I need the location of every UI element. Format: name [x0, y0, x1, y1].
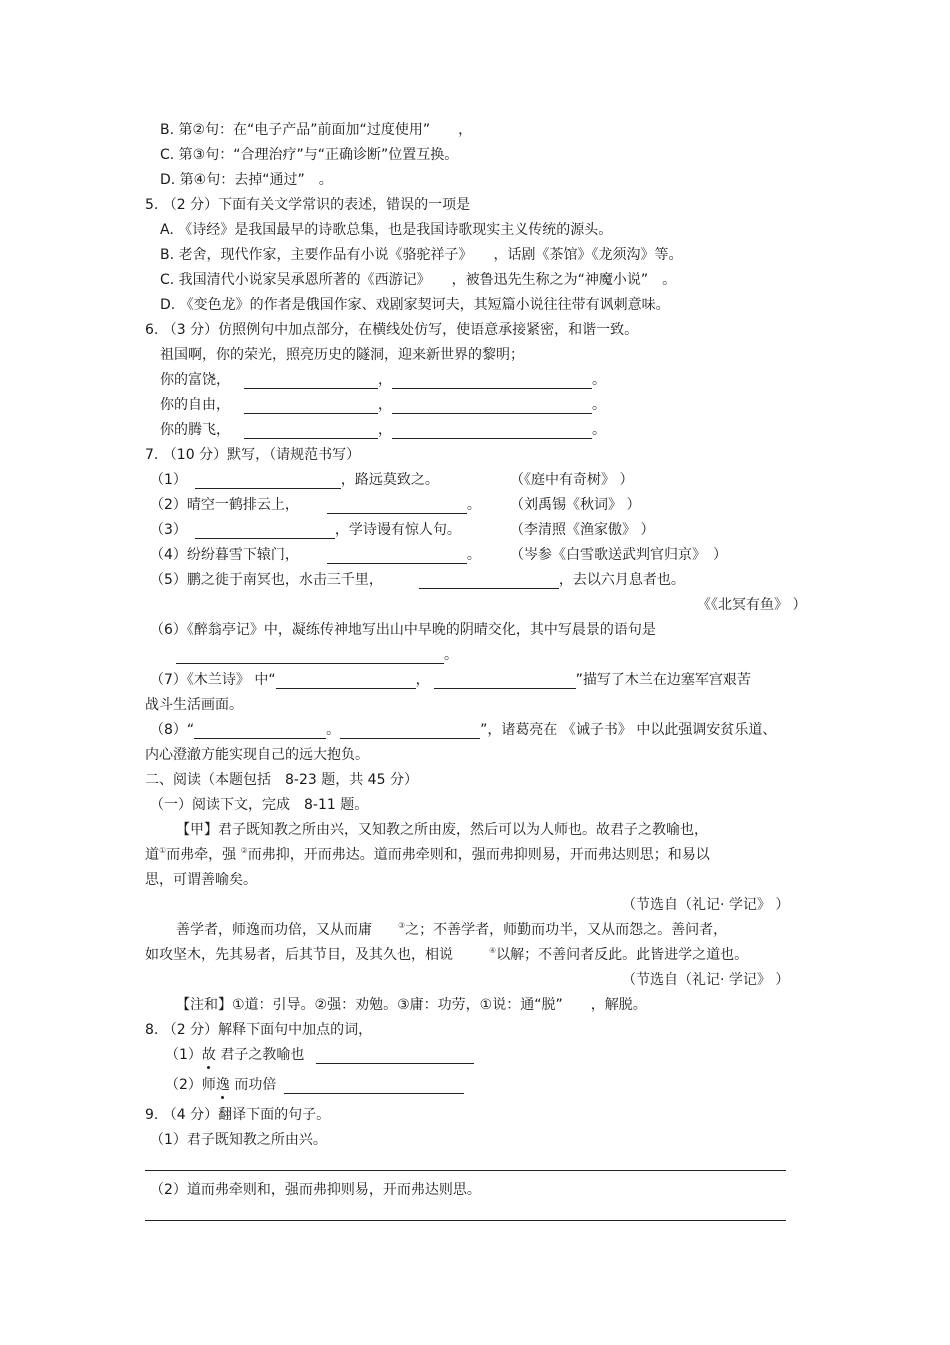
passage-jia-line-3: 思，可谓善喻矣。 [145, 872, 257, 888]
q7-stem: 7. （10 分）默写，（请规范书写） [145, 447, 361, 463]
answer-blank[interactable] [340, 723, 480, 739]
footnote-mark: ① [159, 846, 167, 855]
q7-item-1 [150, 471, 439, 489]
q6-row [160, 421, 606, 439]
q7-item-5 [150, 571, 685, 589]
answer-blank[interactable] [244, 423, 378, 439]
q6-row-comma: ， [378, 397, 392, 413]
q5-option-a: A. 《诗经》是我国最早的诗歌总集，也是我国诗歌现实主义传统的源头。 [160, 222, 613, 238]
q6-row-lead: 你的腾飞， [160, 422, 230, 438]
q8-stem: 8. （2 分）解释下面句中加点的词， [145, 1022, 373, 1038]
q6-row [160, 371, 606, 389]
q4-option-c: C. 第③句：“合理治疗”与“正确诊断”位置互换。 [160, 147, 459, 163]
passage-text: 道 [145, 847, 159, 863]
answer-line[interactable] [145, 1170, 786, 1171]
dotted-word: 故 [201, 1047, 216, 1063]
passage-text: 善学者，师逸而功倍，又从而庸 [176, 922, 372, 938]
answer-blank[interactable] [194, 723, 326, 739]
q6-row-lead: 你的富饶， [160, 372, 230, 388]
q7-item-text: ”描写了木兰在边塞军宫艰苦 [575, 672, 751, 688]
q6-row-comma: ， [378, 372, 392, 388]
q4-option-b: B. 第②句：在“电子产品”前面加“过度使用” ， [160, 122, 473, 138]
q7-item-text: （5）鹏之徙于南冥也，水击三千里， [150, 572, 383, 588]
passage-yi-source: （节选自（礼记· 学记》 ） [622, 972, 790, 988]
passage-text: 之；不善学者，师勤而功半，又从而怨之。善问者， [405, 922, 728, 938]
passage-notes: 【注和】①道：引导。②强：劝勉。③庸：功劳，①说：通“脱” ，解脱。 [176, 997, 647, 1013]
q6-row [160, 396, 606, 414]
q5-option-b: B. 老舍，现代作家，主要作品有小说《骆驼祥子》 ，话剧《茶馆》《龙须沟》等。 [160, 247, 683, 263]
q7-source-4: （岑参《白雪歌送武判官归京》 ） [510, 547, 727, 563]
q7-item-text: ，去以六月息者也。 [558, 572, 685, 588]
q6-row-end: 。 [592, 397, 606, 413]
q6-example: 祖国啊，你的荣光，照亮历史的隧洞，迎来新世界的黎明； [160, 347, 524, 363]
q7-item-number: （1） [150, 472, 187, 488]
section-2-subtitle: （一）阅读下文，完成 8-11 题。 [150, 797, 369, 813]
passage-text: 以解；不善问者反此。此皆进学之道也。 [496, 947, 749, 963]
q7-item-text: ，学诗谩有惊人句。 [334, 522, 461, 538]
q7-item-8 [150, 721, 776, 739]
q6-stem: 6. （3 分）仿照例句中加点部分，在横线处仿写，使语意承接紧密，和谐一致。 [145, 322, 639, 338]
q7-item-text: ，路远莫致之。 [340, 472, 439, 488]
q7-item-3 [150, 521, 461, 539]
q7-item-mid: 。 [326, 722, 341, 738]
q8-item-text: 君子之教喻也 [215, 1047, 305, 1063]
q7-item-text: ”，诸葛亮在 《诫子书》 中以此强调安贫乐道、 [480, 722, 777, 738]
footnote-mark: ③ [398, 921, 406, 930]
q8-item-number: （2）师 [165, 1077, 216, 1093]
answer-blank[interactable] [284, 1078, 464, 1094]
q7-item-end: 。 [466, 497, 481, 513]
q7-item-6-answer [176, 646, 458, 664]
answer-blank[interactable] [392, 373, 592, 389]
passage-yi-line-1 [176, 921, 727, 939]
q9-item-2: （2）道而弗牵则和，强而弗抑则易，开而弗达则思。 [150, 1182, 481, 1198]
q7-source-5: 《《北冥有鱼》 ） [697, 597, 807, 613]
answer-blank[interactable] [316, 1048, 474, 1064]
q6-row-end: 。 [592, 422, 606, 438]
q6-row-lead: 你的自由， [160, 397, 230, 413]
answer-blank[interactable] [434, 673, 576, 689]
passage-jia-line-1: 【甲】君子既知教之所由兴，又知教之所由废，然后可以为人师也。故君子之教喻也， [176, 822, 708, 838]
answer-blank[interactable] [392, 423, 592, 439]
q9-item-1: （1）君子既知教之所由兴。 [150, 1132, 327, 1148]
q7-item-text: （2）晴空一鹤排云上， [150, 497, 299, 513]
q9-stem: 9. （4 分）翻译下面的句子。 [145, 1107, 331, 1123]
q8-item-1 [165, 1046, 474, 1064]
q7-item-end: 。 [466, 547, 481, 563]
q5-option-d: D. 《变色龙》的作者是俄国作家、戏剧家契诃夫，其短篇小说往往带有讽刺意味。 [160, 297, 670, 313]
answer-blank[interactable] [195, 523, 335, 539]
q7-item-4 [150, 546, 481, 564]
q8-item-number: （1） [165, 1047, 202, 1063]
q7-item-8-cont: 内心澄澈方能实现自己的远大抱负。 [145, 747, 369, 763]
answer-blank[interactable] [392, 398, 592, 414]
dotted-word: 逸 [215, 1077, 230, 1093]
q7-item-2 [150, 496, 481, 514]
q7-item-text: （8）“ [150, 722, 195, 738]
q7-item-text: （4）纷纷暮雪下辕门， [150, 547, 299, 563]
q7-item-number: （3） [150, 522, 187, 538]
q7-source-3: （李清照《渔家傲》 ） [510, 522, 655, 538]
passage-text: 而弗牵，强 [166, 847, 241, 863]
q7-item-end: 。 [444, 647, 458, 663]
answer-blank[interactable] [419, 573, 559, 589]
answer-blank[interactable] [276, 673, 416, 689]
passage-text: 而弗抑，开而弗达。道而弗牵则和，强而弗抑则易，开而弗达则思；和易以 [247, 847, 710, 863]
q5-stem: 5. （2 分）下面有关文学常识的表述，错误的一项是 [145, 197, 471, 213]
q8-item-text: 而功倍 [229, 1077, 277, 1093]
q7-item-7 [150, 671, 751, 689]
answer-blank[interactable] [176, 648, 444, 664]
footnote-mark: ④ [489, 946, 497, 955]
q6-row-end: 。 [592, 372, 606, 388]
q6-row-comma: ， [378, 422, 392, 438]
q7-source-2: （刘禹锡《秋词》 ） [510, 497, 641, 513]
q7-item-7-cont: 战斗生活画面。 [145, 697, 243, 713]
q7-item-text: （7）《木兰诗》 中“ [150, 672, 276, 688]
passage-text: 如攻坚木，先其易者，后其节目，及其久也，相说 [145, 947, 453, 963]
passage-jia-source: （节选自（礼记· 学记》 ） [622, 897, 790, 913]
answer-line[interactable] [145, 1220, 786, 1221]
q7-source-1: （《庭中有奇树》 ） [510, 472, 634, 488]
answer-blank[interactable] [244, 373, 378, 389]
passage-yi-line-2 [145, 946, 748, 964]
answer-blank[interactable] [327, 548, 467, 564]
answer-blank[interactable] [327, 498, 467, 514]
answer-blank[interactable] [244, 398, 378, 414]
q8-item-2 [165, 1076, 464, 1094]
q4-option-d: D. 第④句：去掉“通过” 。 [160, 172, 333, 188]
q5-option-c: C. 我国清代小说家吴承恩所著的《西游记》 ，被鲁迅先生称之为“神魔小说” 。 [160, 272, 677, 288]
passage-jia-line-2 [145, 846, 710, 864]
q7-item-6: （6）《醉翁亭记》中，凝练传神地写出山中早晚的阴晴交化，其中写晨景的语句是 [150, 622, 656, 638]
answer-blank[interactable] [195, 473, 341, 489]
q7-item-mid: ， [415, 672, 430, 688]
section-2-title: 二、阅读（本题包括 8-23 题，共 45 分） [145, 772, 418, 788]
footnote-mark: ② [240, 846, 248, 855]
